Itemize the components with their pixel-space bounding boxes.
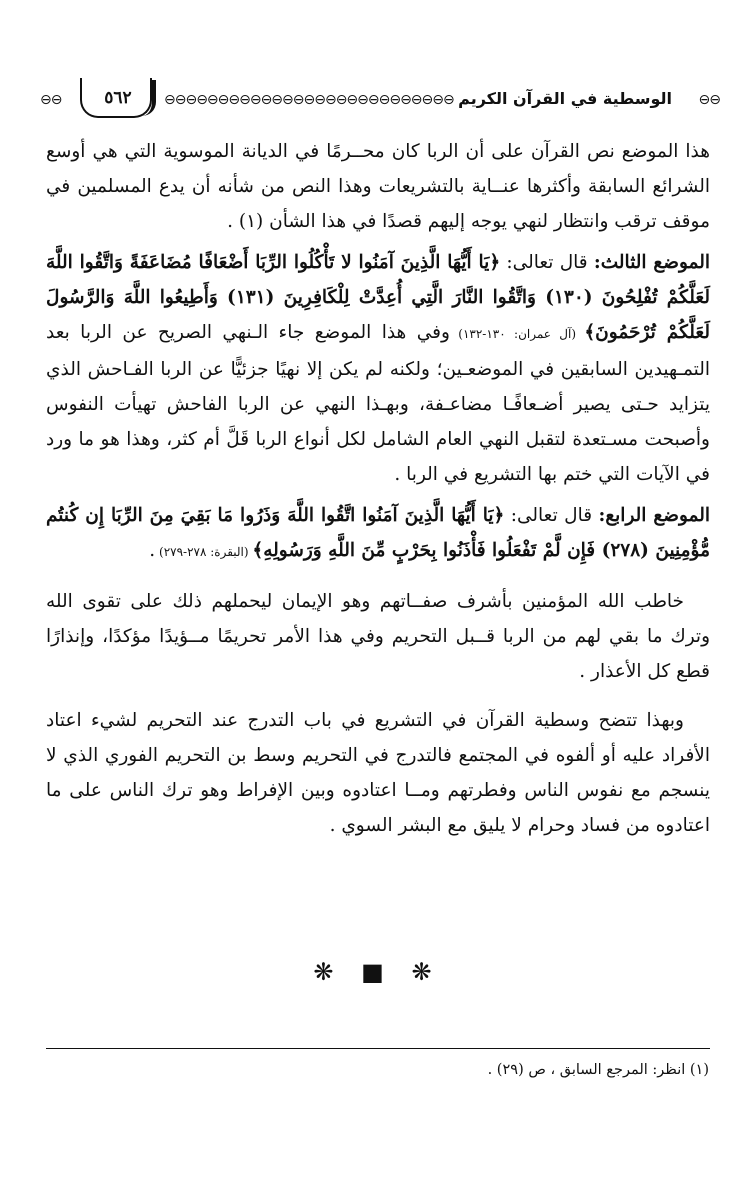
section-separator: ❋ ■ ❋ (313, 958, 442, 986)
page-number: ٥٦٢ (104, 88, 132, 108)
paragraph-1-text: هذا الموضع نص القرآن على أن الربا كان محــرمًا في الديانة الموسوية التي هي أوسع الشرائع السابقة وأكثرها عنــاية بالتشريعات وهذا النص من شأنه أن يدع المسلمين في موقف ترقب وانتظار لنهي يوجه إليهم قصدًا في هذا الشأن (46, 141, 710, 232)
page-number-frame (80, 78, 152, 118)
paragraph-2-body: وفي هذا الموضع جاء الـنهي الصريح عن الربا بعد التمـهيدين السابقين في الموضعـين؛ ولكنه لم يكن إلا نهيًا جزئيًّا عن الربا الفـاحش الذي يتزايد حـتى يصير أضـعافًـا مضاعـفة، وبهـذا النهي عن الربا الفاحش تهيأت النفوس وأصبحت مسـتعدة لتقبل النهي العام الشامل لكل أنواع الربا قَلَّ أم كثر، وهذا هو ما ورد في الآيات التي ختم بها التشريع في الربا . (46, 322, 710, 485)
running-title: الوسطية في القرآن الكريم (458, 89, 672, 108)
footnote: (١) انظر: المرجع السابق ، ص (٢٩) . (487, 1062, 709, 1078)
paragraph-2-intro: قال تعالى: (500, 252, 594, 273)
paragraph-2 (46, 245, 710, 492)
page-header (40, 78, 720, 122)
quran-verse-imran: ﴿يَا أَيُّهَا الَّذِينَ آمَنُوا لا تَأْكُلُوا الرِّبَا أَضْعَافًا مُضَاعَفَةً وَاتَّقُوا اللَّهَ لَعَلَّكُمْ تُفْلِحُونَ (١٣٠) وَاتَّقُوا النَّارَ الَّتِي أُعِدَّتْ لِلْكَافِرِينَ (١٣١) وَأَطِيعُوا اللَّهَ وَالرَّسُولَ لَعَلَّكُمْ تُرْحَمُونَ﴾ (46, 252, 710, 343)
header-ornament-right: ⊖⊖ (698, 92, 720, 108)
paragraph-3 (46, 498, 710, 570)
verse-reference-baqara: (البقرة: ٢٧٨-٢٧٩) (155, 545, 253, 559)
paragraph-1 (46, 134, 710, 239)
header-ornament-band: ⊖⊖⊖⊖⊖⊖⊖⊖⊖⊖⊖⊖⊖⊖⊖⊖⊖⊖⊖⊖⊖⊖⊖⊖⊖⊖⊖ (164, 92, 454, 108)
page-body (46, 134, 710, 843)
section-label-third: الموضع الثالث: (593, 252, 710, 273)
quran-verse-baqara: ﴿يَا أَيُّهَا الَّذِينَ آمَنُوا اتَّقُوا اللَّهَ وَذَرُوا مَا بَقِيَ مِنَ الرِّبَا إِن كُنتُم مُّؤْمِنِينَ (٢٧٨) فَإِن لَّمْ تَفْعَلُوا فَأْذَنُوا بِحَرْبٍ مِّنَ اللَّهِ وَرَسُولِهِ﴾ (46, 505, 710, 561)
footnote-marker: (١) . (227, 211, 264, 232)
header-ornament-left: ⊖⊖ (40, 92, 62, 108)
section-label-fourth: الموضع الرابع: (598, 505, 710, 526)
paragraph-3-end: . (149, 540, 156, 561)
footnote-rule (46, 1048, 710, 1049)
verse-reference-imran: (آل عمران: ١٣٠-١٣٢) (449, 327, 585, 341)
paragraph-4: خاطب الله المؤمنين بأشرف صفــاتهم وهو الإيمان ليحملهم ذلك على تقوى الله وترك ما بقي لهم من الربا قــبل التحريم وفي هذا الأمر تحريمًا مــؤيدًا مؤكدًا، وإنذارًا قطع كل الأعذار . (46, 591, 710, 682)
paragraph-5: وبهذا تتضح وسطية القرآن في التشريع في باب التدرج عند التحريم لشيء اعتاد الأفراد عليه أو ألفوه في المجتمع فالتدرج في التحريم وسط بن التحريم الفوري الذي لا ينسجم مع نفوس الناس وفطرتهم ومــا اعتادوه وبين الإفراط وهو ترك الناس على ما اعتادوه من فساد وحرام لا يليق مع البشر السوي . (46, 710, 710, 836)
paragraph-3-intro: قال تعالى: (504, 505, 599, 526)
